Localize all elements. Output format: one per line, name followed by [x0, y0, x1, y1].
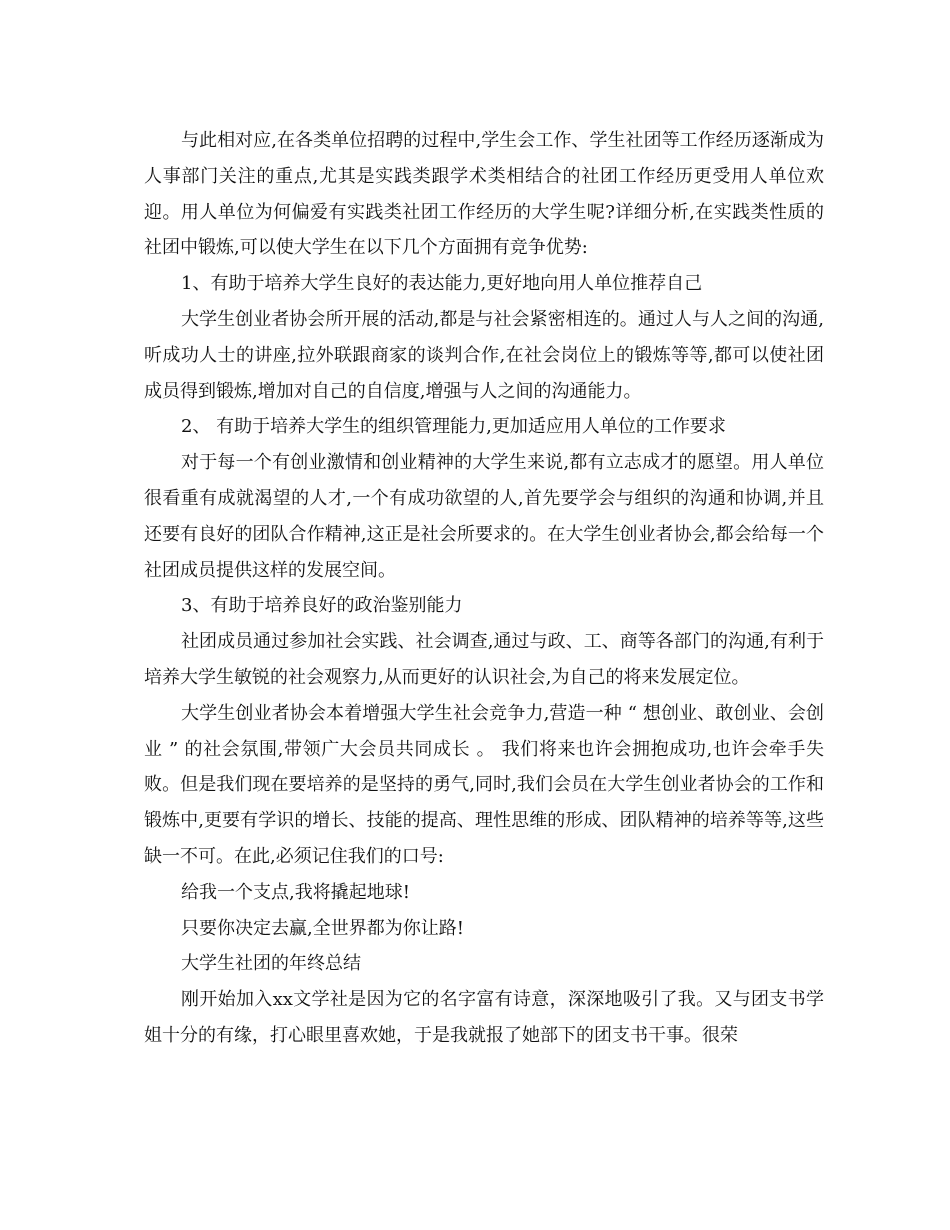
paragraph-point-3: 社团成员通过参加社会实践、社会调查,通过与政、工、商等各部门的沟通,有利于培养大学生敏锐的社会观察力,从而更好的认识社会,为自己的将来发展定位。 [144, 631, 824, 688]
document-body [144, 123, 824, 1054]
paragraph-recruitment-intro: 与此相对应,在各类单位招聘的过程中,学生会工作、学生社团等工作经历逐渐成为人事部门关注的重点,尤其是实践类跟学术类相结合的社团工作经历更受用人单位欢迎。用人单位为何偏爱有实践类社团工作经历的大学生呢?详细分析,在实践类性质的社团中锻炼,可以使大学生在以下几个方面拥有竞争优势: [144, 130, 824, 259]
paragraph-point-2: 对于每一个有创业激情和创业精神的大学生来说,都有立志成才的愿望。用人单位很看重有成就渴望的人才,一个有成功欲望的人,首先要学会与组织的沟通和协调,并且还要有良好的团队合作精神,这正是社会所要求的。在大学生创业者协会,都会给每一个社团成员提供这样的发展空间。 [144, 452, 824, 581]
paragraph-association-mission: 大学生创业者协会本着增强大学生社会竞争力,营造一种 “ 想创业、敢创业、会创业 ” 的社会氛围,带领广大会员共同成长 。 我们将来也许会拥抱成功,也许会牵手失败。但是我们现在要培养的是坚持的勇气,同时,我们会员在大学生创业者协会的工作和锻炼中,更要有学识的增长、技能的提高、理性思维的形成、团队精神的培养等等,这些缺一不可。在此,必须记住我们的口号: [144, 702, 824, 867]
paragraph-point-1: 大学生创业者协会所开展的活动,都是与社会紧密相连的。通过人与人之间的沟通,听成功人士的讲座,拉外联跟商家的谈判合作,在社会岗位上的锻炼等等,都可以使社团成员得到锻炼,增加对自己的自信度,增强与人之间的沟通能力。 [144, 308, 824, 402]
section-title-year-end-summary: 大学生社团的年终总结 [181, 953, 361, 975]
slogan-line-1: 给我一个支点,我将撬起地球! [181, 881, 410, 903]
heading-point-1: 1、有助于培养大学生良好的表达能力,更好地向用人单位推荐自己 [181, 273, 703, 295]
heading-point-3: 3、有助于培养良好的政治鉴别能力 [181, 595, 463, 617]
heading-point-2: 2、 有助于培养大学生的组织管理能力,更加适应用人单位的工作要求 [181, 416, 726, 438]
paragraph-summary-start: 刚开始加入xx文学社是因为它的名字富有诗意，深深地吸引了我。又与团支书学姐十分的有缘，打心眼里喜欢她，于是我就报了她部下的团支书干事。很荣 [144, 989, 824, 1046]
slogan-line-2: 只要你决定去赢,全世界都为你让路! [181, 917, 464, 939]
